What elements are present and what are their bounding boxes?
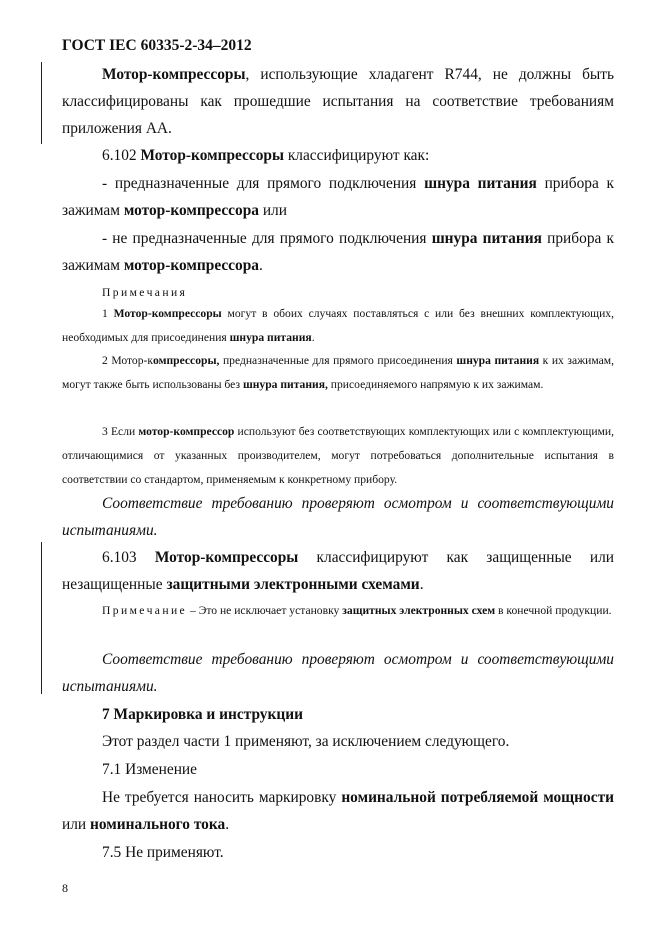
document-header: ГОСТ IEC 60335-2-34–2012 (62, 37, 252, 54)
paragraph: Мотор-компрессоры, использующие хладагент R744, не должны быть классифицированы как прошедшие испытания на соответствие требованиям приложения АА. (62, 66, 614, 137)
paragraph: - предназначенные для прямого подключения шнура питания прибора к зажимам мотор-компрессора или (62, 175, 614, 219)
paragraph: Не требуется наносить маркировку номинальной потребляемой мощности или номинального тока. (62, 789, 614, 833)
page-number: 8 (62, 881, 68, 895)
change-bar (41, 542, 42, 694)
paragraph: 7.5 Не применяют. (102, 844, 224, 861)
change-bar (41, 62, 42, 144)
paragraph: Этот раздел части 1 применяют, за исключением следующего. (102, 733, 510, 750)
paragraph: 6.102 Мотор-компрессоры классифицируют как: (102, 147, 430, 164)
note: 3 Если мотор-компрессор используют без соответствующих комплектующих или с комплектующими, отличающимися от указанных производителем, могут потребоваться дополнительные испытания в соответствии со стандартом, применяемым к конкретному прибору. (62, 425, 615, 486)
notes-title: Примечания (102, 286, 188, 299)
paragraph: 6.103 Мотор-компрессоры классифицируют как защищенные или незащищенные защитными электронными схемами. (62, 549, 614, 593)
compliance-check: Соответствие требованию проверяют осмотром и соответствующими испытаниями. (62, 651, 614, 695)
note: 1 Мотор-компрессоры могут в обоих случаях поставляться с или без внешних комплектующих, необходимых для присоединения шнура питания. (62, 307, 614, 344)
note: 2 Мотор-компрессоры, предназначенные для прямого присоединения шнура питания к их зажимам, могут также быть использованы без шнура питания, присоединяемого напрямую к их зажимам. (62, 354, 614, 391)
section-heading: 7 Маркировка и инструкции (102, 706, 303, 723)
paragraph: - не предназначенные для прямого подключения шнура питания прибора к зажимам мотор-компрессора. (62, 230, 615, 274)
compliance-check: Соответствие требованию проверяют осмотром и соответствующими испытаниями. (62, 495, 614, 539)
paragraph: 7.1 Изменение (102, 761, 198, 778)
note: Примечание – Это не исключает установку защитных электронных схем в конечной продукции. (102, 604, 612, 617)
